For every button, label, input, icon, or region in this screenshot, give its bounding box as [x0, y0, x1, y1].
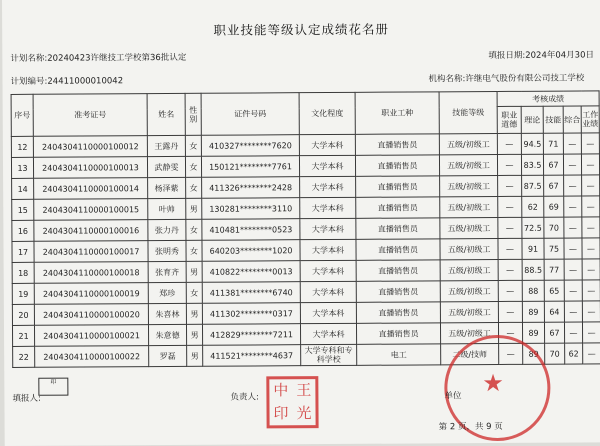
cell-work: — [582, 217, 600, 238]
header-occupation: 职业工种 [355, 92, 439, 135]
cell-seq: 21 [12, 325, 34, 346]
cell-occupation: 直播销售员 [356, 218, 440, 240]
cell-gender: 男 [187, 345, 203, 366]
cell-gender: 男 [186, 303, 202, 324]
seal-char: 王 [296, 381, 312, 400]
cell-gender: 女 [185, 135, 201, 156]
fill-date-label: 填报日期: [488, 50, 526, 62]
cell-work: — [582, 238, 600, 259]
cell-skill: 71 [543, 133, 563, 154]
cell-exam-no: 2404304110000100016 [34, 220, 148, 242]
cell-theory: 88 [522, 280, 544, 301]
org-value: 许继电气股份有限公司技工学校 [465, 73, 585, 85]
cell-exam-no: 2404304110000100015 [34, 199, 148, 221]
unit-label: 单位 [444, 391, 462, 402]
cell-occupation: 直播销售员 [355, 134, 439, 156]
cell-seq: 13 [11, 157, 33, 178]
cell-career: — [498, 175, 522, 196]
cell-name: 叶帅 [148, 198, 186, 219]
cell-overall: — [564, 175, 582, 196]
cell-exam-no: 2404304110000100014 [34, 178, 148, 200]
cell-exam-no: 2404304110000100013 [33, 157, 147, 179]
cell-name: 张力丹 [148, 219, 186, 240]
cell-name: 朱喜林 [148, 303, 186, 324]
header-work: 工作业绩 [581, 106, 599, 133]
cell-overall: — [564, 238, 582, 259]
cell-level: 五级/初级工 [439, 133, 497, 154]
cell-overall: — [564, 217, 582, 238]
cell-overall: — [564, 259, 582, 280]
cell-theory: 87.5 [522, 175, 544, 196]
cell-id-no: 411521********4637 [203, 345, 301, 367]
cell-name: 张育齐 [148, 261, 186, 282]
cell-seq: 20 [12, 304, 34, 325]
cell-overall: — [563, 133, 581, 154]
cell-gender: 女 [185, 156, 201, 177]
plan-name-label: 计划名称: [10, 53, 48, 64]
cell-overall: — [564, 196, 582, 217]
cell-seq: 22 [13, 346, 35, 367]
cell-career: — [497, 154, 521, 175]
cell-career: — [498, 280, 522, 301]
cell-skill: 67 [543, 154, 563, 175]
cell-overall: 62 [565, 343, 583, 364]
cell-seq: 16 [12, 220, 34, 241]
cell-exam-no: 2404304110000100018 [34, 262, 148, 284]
cell-gender: 女 [186, 177, 202, 198]
cell-id-no: 410481********0523 [202, 219, 300, 241]
header-skill: 技能 [543, 106, 563, 133]
cell-level: 五级/初级工 [440, 280, 498, 301]
cell-career: — [498, 322, 522, 343]
cell-skill: 67 [544, 175, 564, 196]
header-theory: 理论 [521, 106, 543, 133]
cell-seq: 19 [12, 283, 34, 304]
header-gender: 性别 [185, 93, 201, 135]
cell-skill: 70 [545, 343, 565, 364]
document-sheet [2, 0, 600, 446]
cell-seq: 17 [12, 241, 34, 262]
header-overall: 综合 [563, 106, 581, 133]
score-table [11, 90, 600, 368]
fill-date-value: 2024年04月30日 [525, 50, 595, 61]
cell-name: 张明秀 [148, 240, 186, 261]
cell-seq: 15 [12, 199, 34, 220]
cell-level: 五级/初级工 [440, 175, 498, 196]
cell-theory: 94.5 [521, 133, 543, 154]
cell-id-no: 411302********0317 [202, 303, 300, 325]
cell-level: 五级/初级工 [440, 238, 498, 259]
cell-name: 朱意德 [148, 324, 186, 345]
cell-occupation: 直播销售员 [356, 197, 440, 219]
cell-education: 大学本科 [300, 239, 356, 260]
cell-skill: 65 [544, 280, 564, 301]
header-seq: 序号 [11, 94, 33, 136]
cell-level: 二级/技师 [441, 343, 499, 364]
cell-occupation: 直播销售员 [356, 176, 440, 198]
fill-date-line [488, 48, 594, 61]
cell-work: — [582, 175, 600, 196]
cell-theory: 62 [522, 196, 544, 217]
cell-id-no: 411381********6740 [202, 282, 300, 304]
cell-career: — [497, 133, 521, 154]
cell-name: 郑珍 [148, 282, 186, 303]
filler-label: 填报人: [12, 393, 41, 404]
cell-gender: 女 [186, 282, 202, 303]
cell-education: 大学本科 [299, 134, 355, 155]
cell-seq: 14 [12, 178, 34, 199]
cell-work: — [582, 196, 600, 217]
cell-exam-no: 2404304110000100022 [35, 346, 149, 368]
cell-education: 大学本科 [300, 302, 356, 323]
cell-work: — [581, 133, 599, 154]
cell-level: 五级/初级工 [440, 217, 498, 238]
stamp-star-icon: ★ [482, 368, 504, 398]
cell-exam-no: 2404304110000100019 [34, 283, 148, 305]
org-line [428, 71, 584, 84]
cell-work: — [582, 259, 600, 280]
cell-gender: 女 [186, 240, 202, 261]
header-id-no: 证件号码 [201, 93, 299, 136]
cell-occupation: 直播销售员 [356, 323, 440, 345]
seal-char: 中 [273, 381, 289, 400]
cell-id-no: 410822********0013 [202, 261, 300, 283]
cell-occupation: 电工 [357, 344, 441, 366]
cell-level: 五级/初级工 [440, 196, 498, 217]
cell-education: 大学本科 [300, 197, 356, 218]
cell-overall: — [564, 301, 582, 322]
header-name: 姓名 [147, 93, 185, 135]
cell-exam-no: 2404304110000100012 [33, 136, 147, 158]
header-education: 文化程度 [299, 92, 355, 134]
cell-career: — [498, 196, 522, 217]
cell-education: 大学本科 [300, 281, 356, 302]
cell-skill: 69 [544, 196, 564, 217]
cell-theory: 89 [522, 301, 544, 322]
cell-overall: — [564, 280, 582, 301]
cell-level: 五级/初级工 [440, 259, 498, 280]
cell-seq: 12 [11, 136, 33, 157]
cell-name: 王露丹 [147, 135, 185, 156]
cell-gender: 男 [186, 261, 202, 282]
cell-career: — [498, 238, 522, 259]
cell-skill: 67 [544, 322, 564, 343]
cell-skill: 64 [544, 301, 564, 322]
header-level: 技能等级 [439, 91, 497, 133]
cell-seq: 18 [12, 262, 34, 283]
cell-skill: 75 [544, 238, 564, 259]
cell-id-no: 130281********3110 [202, 198, 300, 220]
cell-theory: 88.5 [522, 259, 544, 280]
cell-theory: 72.5 [522, 217, 544, 238]
cell-name: 武静雯 [147, 156, 185, 177]
cell-exam-no: 2404304110000100021 [34, 325, 148, 347]
plan-no-label: 计划编号: [10, 76, 48, 87]
cell-id-no: 640203********1020 [202, 240, 300, 262]
cell-education: 大学本科 [300, 323, 356, 344]
cell-id-no: 150121********7761 [201, 156, 299, 178]
seal-char: 光 [296, 404, 312, 423]
page-info: 第 2 页，共 9 页 [438, 421, 503, 433]
cell-gender: 女 [186, 219, 202, 240]
cell-id-no: 411326********2428 [202, 177, 300, 199]
cell-career: — [498, 259, 522, 280]
cell-level: 五级/初级工 [439, 154, 497, 175]
cell-skill: 70 [544, 217, 564, 238]
cell-overall: — [563, 154, 581, 175]
cell-name: 罗磊 [149, 345, 187, 366]
cell-education: 大学本科 [299, 155, 355, 176]
document-title: 职业技能等级认定成绩花名册 [213, 21, 389, 38]
cell-id-no: 412829********7211 [202, 324, 300, 346]
cell-theory: 89 [522, 322, 544, 343]
cell-career: — [499, 343, 523, 364]
cell-work: — [582, 301, 600, 322]
cell-exam-no: 2404304110000100020 [34, 304, 148, 326]
cell-occupation: 直播销售员 [356, 281, 440, 303]
cell-level: 五级/初级工 [440, 322, 498, 343]
cell-id-no: 410327********7620 [201, 135, 299, 157]
seal-char: 印 [273, 404, 289, 423]
cell-career: — [498, 217, 522, 238]
cell-name: 杨泽紫 [148, 177, 186, 198]
cell-work: — [581, 154, 599, 175]
cell-theory: 89 [523, 343, 545, 364]
cell-work: — [582, 322, 600, 343]
cell-occupation: 直播销售员 [355, 155, 439, 177]
header-career: 职业道德 [497, 106, 521, 133]
plan-name-line [10, 51, 186, 64]
plan-no-line [10, 74, 123, 87]
plan-no-value: 24411000010042 [47, 76, 124, 87]
cell-occupation: 直播销售员 [356, 302, 440, 324]
cell-exam-no: 2404304110000100017 [34, 241, 148, 263]
leader-label: 负责人: [230, 392, 259, 403]
cell-work: — [583, 343, 600, 364]
header-exam-no: 准考证号 [33, 94, 147, 137]
cell-theory: 91 [522, 238, 544, 259]
cell-gender: 男 [186, 198, 202, 219]
filler-signature: 印 [38, 378, 68, 396]
cell-education: 大学本科 [300, 260, 356, 281]
cell-gender: 男 [186, 324, 202, 345]
org-label: 机构名称: [428, 74, 466, 85]
cell-education: 大学本科 [300, 218, 356, 239]
cell-theory: 83.5 [521, 154, 543, 175]
header-scores: 考核成绩 [497, 91, 599, 107]
cell-occupation: 直播销售员 [356, 260, 440, 282]
cell-occupation: 直播销售员 [356, 239, 440, 261]
cell-overall: — [564, 322, 582, 343]
cell-level: 五级/初级工 [440, 301, 498, 322]
cell-skill: 77 [544, 259, 564, 280]
cell-education: 大学专科和专科学校 [301, 344, 357, 365]
plan-name-value: 20240423许继技工学校第36批认定 [47, 52, 187, 64]
cell-education: 大学本科 [300, 176, 356, 197]
personal-seal [266, 376, 318, 428]
cell-career: — [498, 301, 522, 322]
cell-work: — [582, 280, 600, 301]
